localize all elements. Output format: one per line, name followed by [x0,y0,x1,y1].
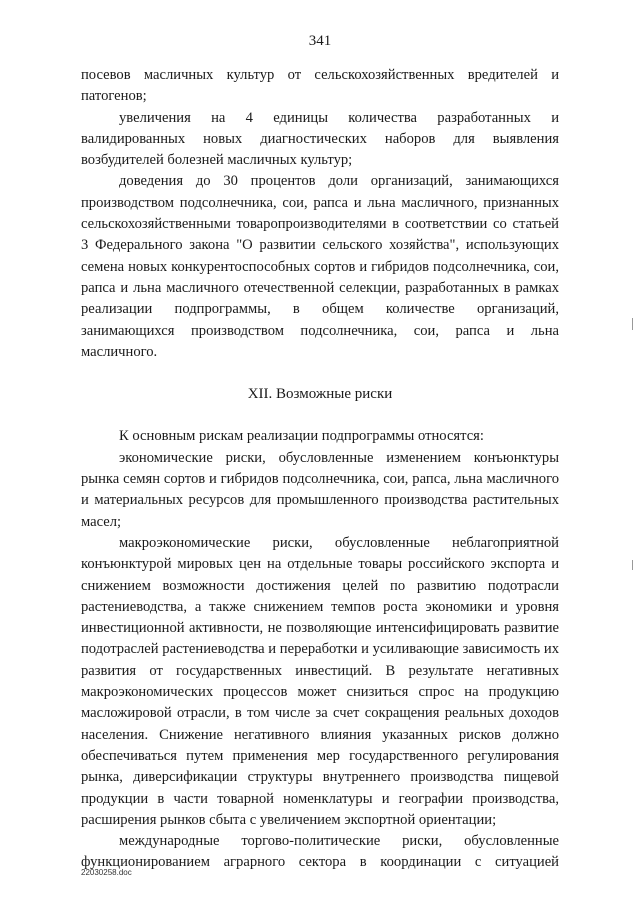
page-number: 341 [308,33,332,49]
scan-edge-mark [632,560,633,570]
footer-filename: 22030258.doc [81,868,132,877]
scan-edge-mark [632,318,633,330]
paragraph-diagnostic-kits: увеличения на 4 единицы количества разработанных и валидированных новых диагностических наборов для выявления возбудителей болезней масличных культур; [81,109,559,169]
paragraph-pests: посевов масличных культур от сельскохозяйственных вредителей и патогенов; [81,67,559,105]
paragraph-organizations-share: доведения до 30 процентов доли организаций, занимающихся производством подсолнечника, сои, рапса и льна масличного, признанных сельскохозяйственными товаропроизводителями в соответствии со статьей 3 Федерального закона "О развитии сельского хозяйства", использующих семена новых конкурентоспособных сортов и гибридов подсолнечника, сои, рапса и льна масличного отечественной селекции, разработанных в рамках реализации подпрограммы, в общем количестве организаций, занимающихся производством подсолнечника, сои, рапса и льна масличного. [81,173,559,360]
section-heading: XII. Возможные риски [247,386,393,403]
paragraph-economic-risks: экономические риски, обусловленные изменением конъюнктуры рынка семян сортов и гибридов подсолнечника, сои, рапса, льна масличного и материальных ресурсов для промышленного производства растительных масел; [81,449,559,530]
paragraph-trade-risks: международные торгово-политические риски, обусловленные функционированием аграрного сектора в координации с ситуацией [81,833,559,871]
paragraph-risks-intro: К основным рискам реализации подпрограммы относятся: [119,428,484,445]
paragraph-macroeconomic-risks: макроэкономические риски, обусловленные неблагоприятной конъюнктурой мировых цен на отдельные товары российского экспорта и снижением возможности достижения целей по развитию подотрасли растениеводства, а также снижением темпов роста экономики и уровня инвестиционной активности, не позволяющие интенсифицировать развитие подотраслей растениеводства и переработки и усиливающие зависимость их развития от государственных инвестиций. В результате негативных макроэкономических процессов может снизиться спрос на продукцию масложировой отрасли, в том числе за счет сокращения реальных доходов населения. Снижение негативного влияния указанных рисков должно обеспечиваться путем применения мер государственного регулирования рынка, диверсификации структуры внутреннего производства пищевой продукции в части товарной номенклатуры и географии производства, расширения рынков сбыта с увеличением экспортной ориентации; [81,534,559,828]
document-body [81,65,559,874]
